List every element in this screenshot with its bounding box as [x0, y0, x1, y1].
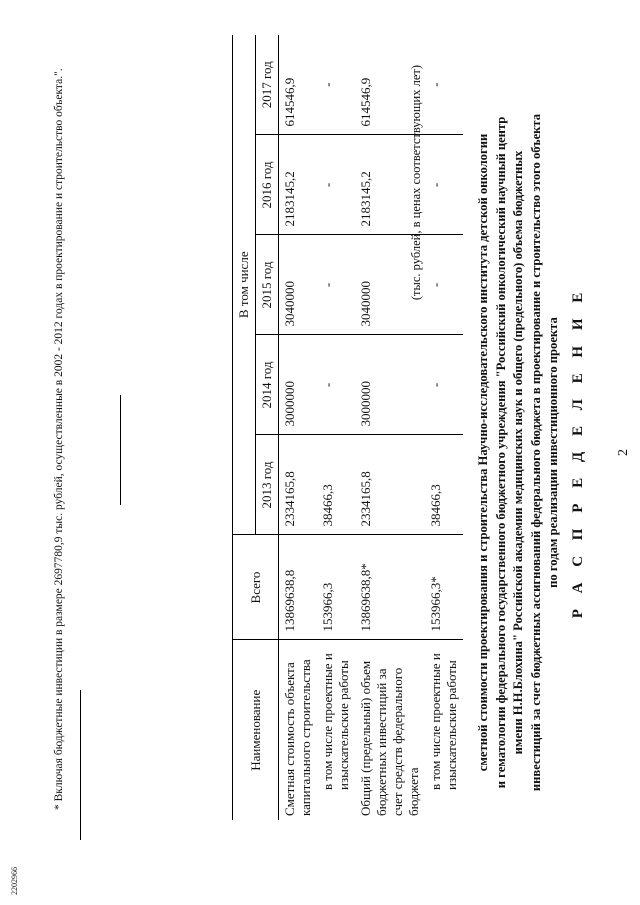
row-total: 153966,3: [317, 535, 355, 640]
row-value: -: [317, 235, 355, 335]
header-group: В том числе: [233, 35, 256, 535]
header-year: 2014 год: [256, 335, 279, 435]
row-total: 13869638,8*: [355, 535, 425, 640]
row-value: 2183145,2: [355, 135, 425, 235]
row-value: -: [317, 135, 355, 235]
row-value: -: [317, 335, 355, 435]
row-value: -: [425, 35, 463, 135]
row-value: 38466,3: [317, 435, 355, 535]
row-value: 3000000: [355, 335, 425, 435]
row-value: 2334165,8: [279, 435, 318, 535]
document-code: 2202966: [10, 867, 19, 895]
table-row: [355, 35, 425, 820]
table-row: [317, 35, 355, 820]
row-name: в том числе проектные и изыскательские работы: [428, 653, 459, 790]
separator-line: [120, 395, 121, 505]
table-row: [279, 35, 318, 820]
row-value: 2334165,8: [355, 435, 425, 535]
distribution-table: [232, 35, 463, 820]
row-name: Общий (предельный) объем бюджетных инвестиций за счет средств федерального бюджета: [358, 660, 421, 816]
table-row: [425, 35, 463, 820]
row-value: -: [425, 135, 463, 235]
row-value: 2183145,2: [279, 135, 318, 235]
footnote: * Включая бюджетные инвестиции в размере 2697780,9 тыс. рублей, осуществленные в 2002 - 2012 годах в проектирование и строительство объекта.".: [53, 68, 65, 810]
header-year: 2013 год: [256, 435, 279, 535]
title-line: сметной стоимости проектирования и строительства Научно-исследовательского института детской онкологии: [476, 133, 490, 772]
title-line: по годам реализации инвестиционного проекта: [546, 317, 560, 588]
units-note: (тыс. рублей, в ценах соответствующих лет): [409, 65, 423, 301]
header-total: Всего: [233, 535, 279, 640]
document-heading: Р А С П Р Е Д Е Л Е Н И Е: [570, 286, 586, 619]
row-value: 614546,9: [355, 35, 425, 135]
row-value: -: [425, 335, 463, 435]
row-value: -: [425, 235, 463, 335]
document-title: [475, 90, 563, 815]
row-value: 3040000: [279, 235, 318, 335]
row-value: 3000000: [279, 335, 318, 435]
page-number: 2: [616, 449, 631, 456]
header-year: 2015 год: [256, 235, 279, 335]
title-line: имени Н.Н.Блохина" Российской академии медицинских наук и общего (предельного) объема бюджетных: [511, 150, 525, 755]
title-line: и гематологии федерального государственного бюджетного учреждения "Российский онкологический научный центр: [493, 116, 508, 789]
row-value: 3040000: [355, 235, 425, 335]
footnote-rule: [80, 690, 81, 840]
header-year: 2016 год: [256, 135, 279, 235]
header-year: 2017 год: [256, 35, 279, 135]
row-name: в том числе проектные и изыскательские работы: [320, 653, 351, 790]
row-value: 614546,9: [279, 35, 318, 135]
row-value: 38466,3: [425, 435, 463, 535]
row-value: -: [317, 35, 355, 135]
row-total: 153966,3*: [425, 535, 463, 640]
row-total: 13869638,8: [279, 535, 318, 640]
header-name: Наименование: [233, 640, 279, 820]
row-name: Сметная стоимость объекта капитального строительства: [282, 659, 313, 816]
title-line: инвестиций за счет бюджетных ассигнований федерального бюджета в проектирование и строительство этого объекта: [528, 113, 543, 792]
